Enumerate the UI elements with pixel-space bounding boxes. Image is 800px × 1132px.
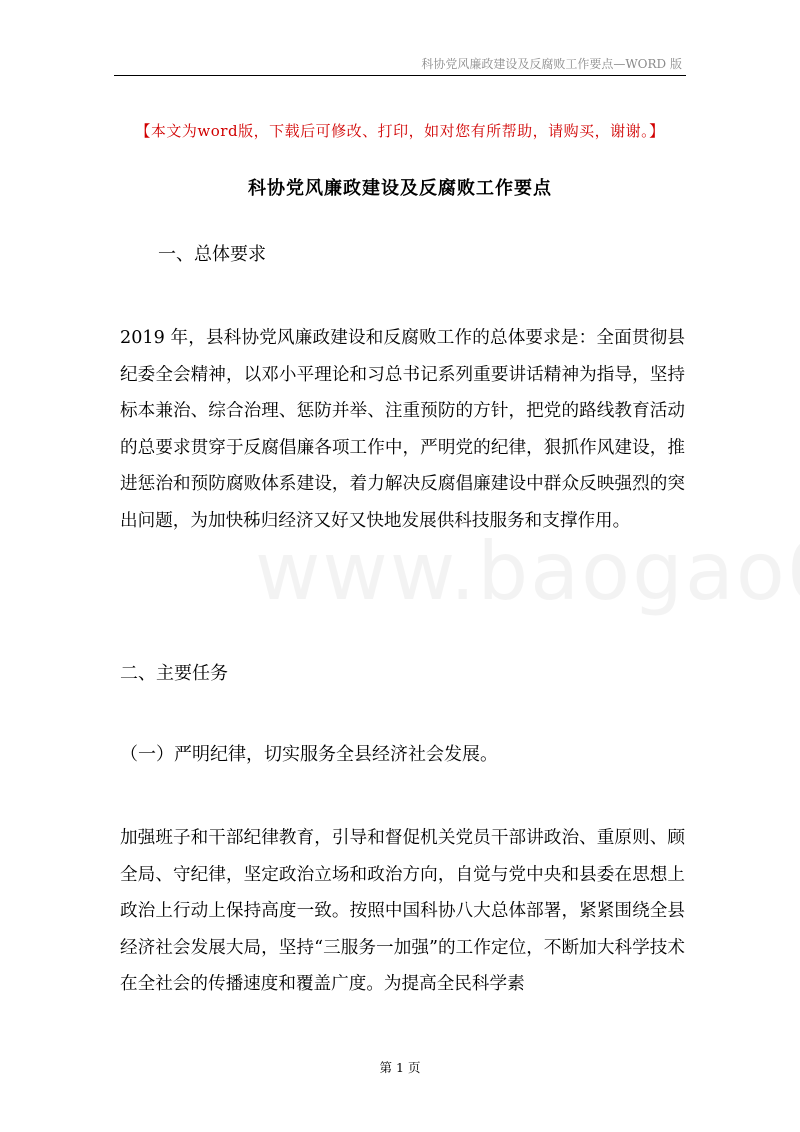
subsection-heading-discipline: （一）严明纪律，切实服务全县经济社会发展。 (120, 744, 498, 765)
document-title: 科协党风廉政建设及反腐败工作要点 (248, 178, 552, 199)
section-heading-main-tasks: 二、主要任务 (120, 663, 228, 684)
section-heading-general-requirements: 一、总体要求 (158, 244, 266, 265)
paragraph-general-requirements: 2019 年，县科协党风廉政建设和反腐败工作的总体要求是：全面贯彻县纪委全会精神，以邓小平理论和习总书记系列重要讲话精神为指导，坚持标本兼治、综合治理、惩防并举、注重预防的方针，把党的路线教育活动的总要求贯穿于反腐倡廉各项工作中，严明党的纪律，狠抓作风建设，推进惩治和预防腐败体系建设，着力解决反腐倡廉建设中群众反映强烈的突出问题，为加快秭归经济又好又快地发展供科技服务和支撑作用。 (120, 328, 685, 531)
page-number: 第 1 页 (379, 1060, 421, 1075)
header-divider (114, 75, 686, 76)
purchase-notice: 【本文为word版，下载后可修改、打印，如对您有所帮助，请购买，谢谢。】 (135, 122, 665, 140)
paragraph-discipline: 加强班子和干部纪律教育，引导和督促机关党员干部讲政治、重原则、顾全局、守纪律，坚定政治立场和政治方向，自觉与党中央和县委在思想上政治上行动上保持高度一致。按照中国科协八大总体部署，紧紧围绕全县经济社会发展大局，坚持“三服务一加强”的工作定位，不断加大科学技术在全社会的传播速度和覆盖广度。为提高全民科学素 (120, 828, 685, 994)
running-header: 科协党风廉政建设及反腐败工作要点—WORD 版 (421, 57, 682, 71)
